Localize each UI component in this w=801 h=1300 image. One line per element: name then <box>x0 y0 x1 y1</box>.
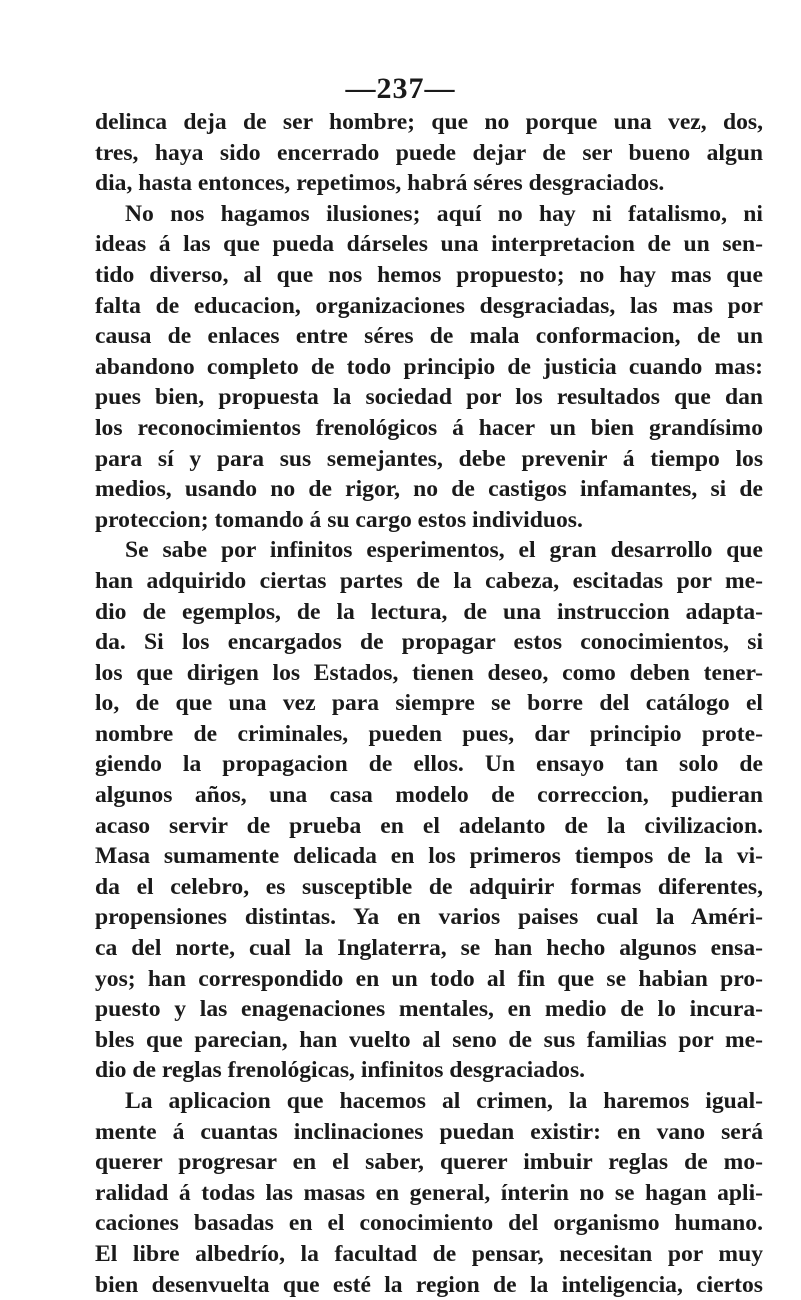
text-line: puesto y las enagenaciones mentales, en medio de lo incura- <box>95 996 763 1023</box>
text-line: abandono completo de todo principio de justicia cuando mas: <box>95 353 763 380</box>
text-line: pues bien, propuesta la sociedad por los resultados que dan <box>95 384 763 411</box>
text-line: ideas á las que pueda dárseles una interpretacion de un sen- <box>95 231 763 258</box>
text-line: querer progresar en el saber, querer imbuir reglas de mo- <box>95 1149 763 1176</box>
page-number: —237— <box>345 72 456 105</box>
text-line: los que dirigen los Estados, tienen deseo, como deben tener- <box>95 659 763 686</box>
text-line: propensiones distintas. Ya en varios paises cual la Améri- <box>95 904 763 931</box>
text-line: No nos hagamos ilusiones; aquí no hay ni fatalismo, ni <box>125 200 763 227</box>
text-line: proteccion; tomando á su cargo estos individuos. <box>95 506 583 533</box>
text-line: ca del norte, cual la Inglaterra, se han hecho algunos ensa- <box>95 935 763 962</box>
text-line: nombre de criminales, pueden pues, dar principio prote- <box>95 720 763 747</box>
text-line: da el celebro, es susceptible de adquirir formas diferentes, <box>95 873 763 900</box>
text-line: La aplicacion que hacemos al crimen, la haremos igual- <box>125 1088 763 1114</box>
text-line: lo, de que una vez para siempre se borre del catálogo el <box>95 690 763 717</box>
text-line: tres, haya sido encerrado puede dejar de ser bueno algun <box>95 139 763 166</box>
text-line: acaso servir de prueba en el adelanto de la civilizacion. <box>95 812 763 839</box>
text-line: giendo la propagacion de ellos. Un ensayo tan solo de <box>95 751 763 778</box>
text-line: dio de reglas frenológicas, infinitos desgraciados. <box>95 1057 586 1084</box>
text-line: dio de egemplos, de la lectura, de una instruccion adapta- <box>95 598 763 625</box>
text-line: los reconocimientos frenológicos á hacer un bien grandísimo <box>95 414 763 441</box>
text-line: Se sabe por infinitos esperimentos, el gran desarrollo que <box>125 537 763 564</box>
text-line: yos; han correspondido en un todo al fin que se habian pro- <box>95 965 763 992</box>
text-line: ralidad á todas las masas en general, ínterin no se hagan apli- <box>95 1179 763 1206</box>
text-line: para sí y para sus semejantes, debe prevenir á tiempo los <box>95 445 763 472</box>
text-line: bles que parecian, han vuelto al seno de sus familias por me- <box>95 1026 763 1053</box>
text-line: han adquirido ciertas partes de la cabeza, escitadas por me- <box>95 567 763 594</box>
text-line: delinca deja de ser hombre; que no porque una vez, dos, <box>95 109 763 135</box>
text-line: mente á cuantas inclinaciones puedan existir: en vano será <box>95 1118 763 1145</box>
text-line: tido diverso, al que nos hemos propuesto; no hay mas que <box>95 261 763 288</box>
text-line: dia, hasta entonces, repetimos, habrá séres desgraciados. <box>95 170 665 197</box>
text-line: da. Si los encargados de propagar estos conocimientos, si <box>95 629 763 656</box>
text-line: causa de enlaces entre séres de mala conformacion, de un <box>95 323 763 350</box>
text-line: El libre albedrío, la facultad de pensar, necesitan por muy <box>95 1240 763 1267</box>
text-line: bien desenvuelta que esté la region de la inteligencia, ciertos <box>95 1271 763 1298</box>
text-line: algunos años, una casa modelo de correccion, pudieran <box>95 782 763 809</box>
text-line: Masa sumamente delicada en los primeros tiempos de la vi- <box>95 843 763 870</box>
text-line: caciones basadas en el conocimiento del organismo humano. <box>95 1210 763 1237</box>
text-line: falta de educacion, organizaciones desgraciadas, las mas por <box>95 292 763 319</box>
text-line: medios, usando no de rigor, no de castigos infamantes, si de <box>95 476 763 503</box>
body-text <box>95 107 763 1300</box>
